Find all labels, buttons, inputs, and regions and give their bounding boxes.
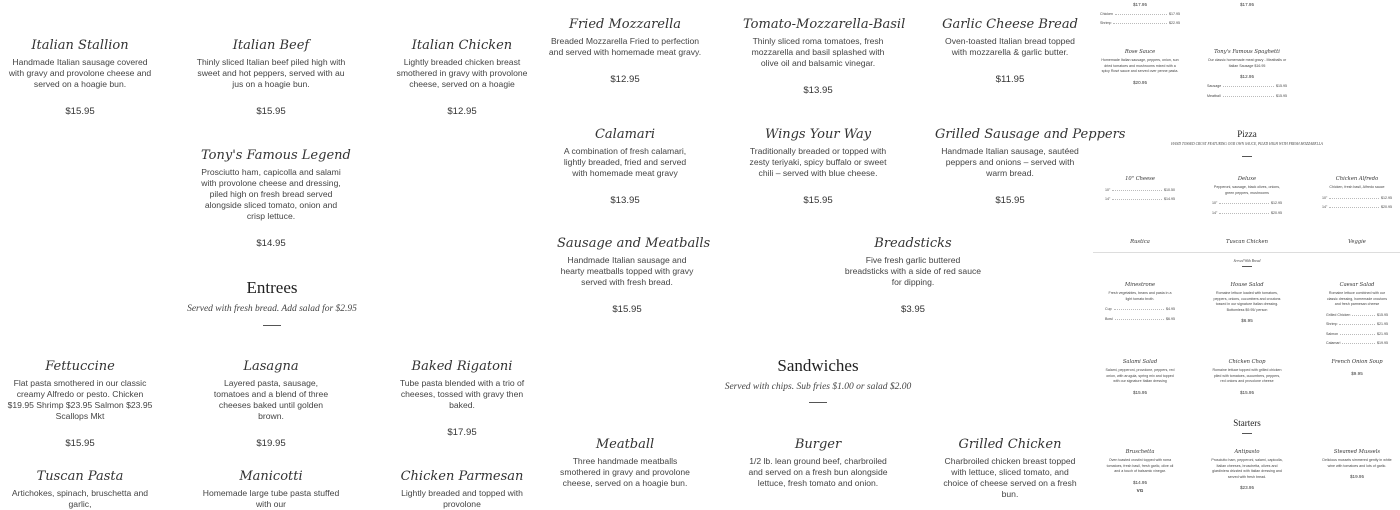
menu-item-title: Sausage and Meatballs bbox=[557, 236, 711, 251]
dot-leader bbox=[1114, 309, 1164, 310]
price-option-row bbox=[1100, 19, 1180, 28]
menu-item bbox=[1105, 239, 1175, 246]
dot-leader bbox=[1115, 14, 1167, 15]
menu-item-price: $15.95 bbox=[803, 195, 833, 206]
option-price: $10.50 bbox=[1164, 188, 1175, 192]
dot-leader bbox=[1219, 213, 1269, 214]
menu-item-description: Handmade Italian sausage and hearty meatballs topped with gravy served with fresh bread. bbox=[560, 255, 694, 287]
section-heading bbox=[1097, 129, 1397, 146]
menu-item-title: Tuscan Chicken bbox=[1226, 239, 1268, 245]
menu-panel-entrees bbox=[0, 0, 545, 509]
menu-item-price bbox=[377, 0, 547, 1]
menu-item bbox=[1105, 176, 1175, 205]
menu-item bbox=[1212, 359, 1282, 395]
option-price: $21.95 bbox=[1377, 331, 1388, 336]
menu-item bbox=[1211, 449, 1283, 490]
price-option-row bbox=[1326, 339, 1388, 348]
menu-item-price: $20.95 bbox=[1132, 79, 1148, 85]
price-option-row bbox=[1326, 311, 1388, 320]
menu-panel-overview bbox=[1093, 0, 1400, 500]
menu-item-description: Thinly sliced roma tomatoes, fresh mozzarella and basil splashed with olive oil and balsamic vinegar. bbox=[751, 36, 885, 68]
menu-item-description: Romaine lettuce topped with grilled chicken piled with tomatoes, cucumbers, peppers, red onions and provolone cheese bbox=[1212, 368, 1282, 384]
menu-item-description: Delicious mussels simmered gently in white wine with tomatoes and lots of garlic. bbox=[1322, 458, 1392, 468]
menu-item bbox=[5, 359, 155, 449]
menu-item bbox=[387, 38, 537, 117]
menu-item-title: Chicken Parmesan bbox=[400, 469, 524, 484]
price-option-row bbox=[1100, 10, 1180, 19]
menu-item-price: $12.95 bbox=[447, 106, 477, 117]
price-option-row bbox=[1326, 330, 1388, 339]
menu-item-description: Handmade Italian sausage, sautéed peppers and onions – served with warm bread. bbox=[941, 146, 1079, 178]
menu-item-title: Lasagna bbox=[243, 359, 299, 374]
dot-leader bbox=[1112, 199, 1162, 200]
menu-item-title: Italian Beef bbox=[232, 38, 310, 53]
price-option-row bbox=[1207, 92, 1287, 101]
menu-item-price: $9.95 bbox=[1351, 371, 1363, 376]
option-label: Grilled Chicken bbox=[1326, 312, 1351, 317]
option-price: $14.95 bbox=[1164, 197, 1175, 202]
menu-item-description: Oven-toasted Italian bread topped with mozzarella & garlic butter. bbox=[945, 36, 1075, 57]
menu-item-title: Veggie bbox=[1348, 239, 1366, 245]
menu-item bbox=[1100, 2, 1180, 29]
price-option-row bbox=[1105, 186, 1175, 195]
price-option-row bbox=[1105, 195, 1175, 204]
option-label: Shrimp bbox=[1326, 322, 1338, 327]
menu-item-title: Grilled Chicken bbox=[958, 437, 1062, 452]
menu-item bbox=[1105, 359, 1175, 395]
price-option-row bbox=[1322, 203, 1392, 212]
dot-leader bbox=[1339, 324, 1375, 325]
option-price: $6.95 bbox=[1166, 316, 1175, 321]
menu-item-price: $11.95 bbox=[995, 74, 1025, 85]
option-price: $21.95 bbox=[1377, 322, 1388, 327]
menu-item-description: Fresh vegetables, beans and pasta in a light tomato broth. bbox=[1108, 291, 1172, 301]
menu-item bbox=[1105, 282, 1175, 324]
menu-item-price: $13.95 bbox=[610, 195, 640, 206]
heading-divider bbox=[72, 325, 472, 326]
menu-item-price: $15.95 bbox=[65, 106, 95, 117]
menu-item-title: Antipasto bbox=[1234, 449, 1260, 455]
price-option-row bbox=[1105, 315, 1175, 324]
menu-item-price: $19.95 bbox=[256, 438, 286, 449]
section-title: Entrees bbox=[246, 278, 298, 297]
menu-item-price: $12.95 bbox=[1239, 74, 1255, 80]
option-price: $15.95 bbox=[1276, 84, 1287, 89]
heading-divider bbox=[1097, 156, 1397, 157]
menu-item-description: A combination of fresh calamari, lightly breaded, fried and served with homemade meat gravy bbox=[563, 146, 687, 178]
menu-item-title: Tomato-Mozzarella-Basil bbox=[743, 17, 906, 32]
dot-leader bbox=[1223, 96, 1274, 97]
menu-item-price: $15.95 bbox=[995, 195, 1025, 206]
menu-item-title: Italian Chicken bbox=[411, 38, 513, 53]
menu-item-title: Tuscan Pasta bbox=[36, 469, 124, 484]
menu-item bbox=[1212, 239, 1282, 246]
menu-item-description: Layered pasta, sausage, tomatoes and a blend of three cheeses baked until golden brown. bbox=[213, 378, 329, 421]
menu-item-description: Charbroiled chicken breast topped with lettuce, sliced tomato, and choice of cheese served on a fresh bun. bbox=[943, 456, 1077, 499]
menu-item-price: $13.95 bbox=[803, 85, 833, 96]
option-price: $17.95 bbox=[1169, 12, 1180, 16]
menu-item-description: 1/2 lb. lean ground beef, charbroiled and served on a fresh bun alongside lettuce, fresh tomato and onion. bbox=[748, 456, 888, 488]
menu-item-title: Burger bbox=[794, 437, 842, 452]
menu-item-description: Prosciutto ham, capicolla and salami with provolone cheese and dressing, piled high on fresh bread served alongside sliced tomato, onion and crisp lettuce. bbox=[201, 167, 341, 221]
heading-divider bbox=[1147, 433, 1347, 434]
menu-item-price: $3.95 bbox=[900, 304, 925, 315]
menu-item bbox=[201, 148, 351, 249]
menu-item-title: Baked Rigatoni bbox=[411, 359, 513, 374]
option-price: $15.95 bbox=[1276, 93, 1287, 98]
menu-item bbox=[555, 437, 695, 489]
menu-item-title: Chicken Chop bbox=[1228, 359, 1266, 365]
option-price: $19.95 bbox=[1377, 341, 1388, 345]
dietary-tag: VG bbox=[1136, 487, 1144, 493]
menu-item-description: Pepperoni, sausage, black olives, onions, green peppers, mushrooms bbox=[1213, 185, 1281, 195]
option-label: Salmon bbox=[1326, 331, 1339, 336]
option-label: 14" bbox=[1212, 210, 1218, 215]
menu-item-price: $14.95 bbox=[256, 238, 286, 249]
option-label: 10" bbox=[1105, 188, 1111, 192]
section-heading bbox=[1147, 418, 1347, 428]
menu-item-description: Artichokes, spinach, bruschetta and garlic, bbox=[11, 488, 149, 509]
menu-item-description: Traditionally breaded or topped with zesty teriyaki, spicy buffalo or sweet chili – served with blue cheese. bbox=[749, 146, 887, 178]
option-label: Meatball bbox=[1207, 93, 1221, 98]
menu-item-title: Breadsticks bbox=[874, 236, 952, 251]
menu-item-price: $15.95 bbox=[612, 304, 642, 315]
menu-item bbox=[1322, 176, 1392, 212]
menu-item-price: $14.95 bbox=[1132, 479, 1148, 485]
section-heading bbox=[1147, 256, 1347, 263]
menu-item-title: Rose Sauce bbox=[1124, 49, 1156, 55]
menu-item-description: Breaded Mozzarella Fried to perfection and served with homemade meat gravy. bbox=[548, 36, 702, 57]
menu-item bbox=[5, 469, 155, 510]
menu-item-description: Five fresh garlic buttered breadsticks with a side of red sauce for dipping. bbox=[844, 255, 982, 287]
menu-item bbox=[387, 359, 537, 438]
menu-item-title: Meatball bbox=[595, 437, 655, 452]
menu-item-title: Rustica bbox=[1130, 239, 1150, 245]
option-label: 14" bbox=[1105, 197, 1111, 202]
dot-leader bbox=[1340, 334, 1375, 335]
menu-item bbox=[377, 0, 547, 1]
menu-item bbox=[1212, 282, 1282, 323]
section-title: Sandwiches bbox=[777, 356, 859, 375]
menu-item-title: Garlic Cheese Bread bbox=[942, 17, 1078, 32]
option-label: Sausage bbox=[1207, 84, 1222, 89]
menu-item bbox=[1207, 2, 1287, 7]
menu-item-description: Tube pasta blended with a trio of cheeses, tossed with gravy then baked. bbox=[399, 378, 525, 410]
dot-leader bbox=[1352, 315, 1375, 316]
menu-item bbox=[1105, 449, 1175, 493]
menu-item-price bbox=[186, 0, 356, 1]
price-option-row bbox=[1322, 194, 1392, 203]
menu-item-title: Caesar Salad bbox=[1339, 282, 1375, 288]
option-label: 10" bbox=[1322, 195, 1328, 200]
menu-item-description: Romaine lettuce loaded with tomatoes, peppers, onions, cucumbers and croutons tossed in our signature Italian dressing. Bottomless $9.95/ person bbox=[1213, 291, 1281, 312]
option-price: $20.95 bbox=[1271, 210, 1282, 215]
menu-item-price: $12.95 bbox=[610, 74, 640, 85]
menu-item-description: Romaine lettuce combined with our classic dressing, homemade croutons and fresh parmesan cheese bbox=[1326, 291, 1388, 307]
menu-item-title: Steamed Mussels bbox=[1333, 449, 1381, 455]
menu-item-price: $17.95 bbox=[1239, 2, 1255, 7]
menu-item-price: $15.95 bbox=[1132, 389, 1148, 395]
menu-item-description: Chicken, fresh basil, Alfredo sauce bbox=[1329, 185, 1385, 189]
menu-item-price: $19.95 bbox=[1349, 474, 1365, 480]
section-subtitle: Served with chips. Sub fries $1.00 or salad $2.00 bbox=[724, 382, 912, 392]
menu-item-title: Fettuccine bbox=[45, 359, 115, 374]
menu-item bbox=[1322, 239, 1392, 246]
menu-item-title: Bruschetta bbox=[1125, 449, 1155, 455]
menu-item-title: Deluxe bbox=[1237, 176, 1257, 182]
menu-item-description: Our classic homemade meat gravy - Meatballs or Italian Sausage $16.95 bbox=[1207, 58, 1287, 68]
menu-item-description: Oven toasted crostini topped with roma tomatoes, fresh basil, fresh garlic, olive oil and a touch of balsamic vinegar. bbox=[1106, 458, 1174, 474]
option-label: Cup bbox=[1105, 307, 1112, 312]
menu-item bbox=[743, 17, 906, 96]
menu-item-price: $23.95 bbox=[1239, 485, 1255, 491]
menu-item-title: Chicken Alfredo bbox=[1335, 176, 1379, 182]
menu-item bbox=[186, 0, 356, 1]
menu-item bbox=[5, 38, 155, 117]
price-option-row bbox=[1105, 305, 1175, 314]
menu-item-description: Flat pasta smothered in our classic creamy Alfredo or pesto. Chicken $19.95 Shrimp $23.95 Salmon $23.95 Scallops Mkt bbox=[7, 378, 153, 421]
menu-item-title: Minestrone bbox=[1124, 282, 1156, 288]
menu-item bbox=[843, 236, 983, 315]
menu-item-price: $6.95 bbox=[1241, 318, 1253, 324]
menu-item-price: $17.95 bbox=[1132, 2, 1148, 7]
menu-item-price: $15.95 bbox=[256, 106, 286, 117]
menu-item bbox=[545, 17, 705, 85]
dot-leader bbox=[1329, 198, 1379, 199]
menu-item-description: Prosciutto ham, pepperoni, salami, capicolla, Italian cheeses, bruschetta, olives and giardiniera drizzled with Italian dressing and served with fresh bread. bbox=[1211, 458, 1283, 479]
menu-item-description: Handmade Italian sausage covered with gravy and provolone cheese and served on a hoagie bun. bbox=[8, 57, 152, 89]
menu-item-title: Grilled Sausage and Peppers bbox=[935, 127, 1126, 142]
menu-item bbox=[206, 359, 336, 449]
menu-item bbox=[1322, 359, 1392, 376]
menu-item bbox=[940, 17, 1080, 85]
menu-item-description: Thinly sliced Italian beef piled high with sweet and hot peppers, served with au jus on a hoagie bun. bbox=[196, 57, 346, 89]
menu-item-title: Italian Stallion bbox=[31, 38, 129, 53]
option-label: Shrimp bbox=[1100, 21, 1112, 26]
menu-item-description: Homemade large tube pasta stuffed with our bbox=[202, 488, 340, 509]
section-subtitle: Served with fresh bread. Add salad for $2.95 bbox=[187, 304, 357, 314]
menu-item bbox=[1326, 282, 1388, 348]
option-price: $4.95 bbox=[1166, 307, 1175, 312]
option-label: 14" bbox=[1322, 205, 1328, 209]
menu-item-description: Salami, pepperoni, provolone, peppers, red onion, with arugula, spring mix and topped with our signature Italian dressing bbox=[1105, 368, 1175, 384]
dot-leader bbox=[1113, 23, 1167, 24]
section-heading bbox=[618, 356, 1018, 392]
option-price: $12.95 bbox=[1271, 201, 1282, 206]
menu-item bbox=[1207, 49, 1287, 101]
heading-divider bbox=[618, 402, 1018, 403]
menu-item-price: $15.95 bbox=[65, 438, 95, 449]
menu-item-description: Lightly breaded chicken breast smothered in gravy with provolone cheese, served on a hoagie bbox=[396, 57, 528, 89]
menu-item-title: Tony's Famous Legend bbox=[201, 148, 351, 163]
dot-leader bbox=[1342, 343, 1375, 344]
menu-item-title: French Onion Soup bbox=[1331, 359, 1383, 365]
option-price: $22.95 bbox=[1169, 21, 1180, 26]
option-price: $15.95 bbox=[1377, 312, 1388, 317]
menu-item-title: Manicotti bbox=[239, 469, 303, 484]
dot-leader bbox=[1329, 207, 1379, 208]
option-label: Bowl bbox=[1105, 316, 1113, 321]
menu-item-title: House Salad bbox=[1230, 282, 1264, 288]
price-option-row bbox=[1212, 209, 1282, 218]
price-option-row bbox=[1207, 82, 1287, 91]
menu-item bbox=[0, 0, 165, 1]
menu-item-title: 10" Cheese bbox=[1125, 176, 1155, 182]
menu-item bbox=[196, 469, 346, 510]
section-subtitle: Served With Bread bbox=[1233, 259, 1261, 263]
option-price: $12.95 bbox=[1381, 195, 1392, 200]
section-divider bbox=[1093, 252, 1400, 253]
menu-item-title: Tony's Famous Spaghetti bbox=[1214, 49, 1280, 55]
menu-item bbox=[387, 469, 537, 510]
heading-divider bbox=[1147, 266, 1347, 267]
menu-item bbox=[743, 437, 893, 489]
menu-item-description: Homemade Italian sausage, peppers, onion, sun dried tomatoes and mushrooms mixed with a spicy Rosé sauce and served over penne pasta. bbox=[1101, 58, 1179, 74]
menu-item-title: Wings Your Way bbox=[764, 127, 872, 142]
menu-item-title: Calamari bbox=[594, 127, 656, 142]
menu-item bbox=[940, 437, 1080, 500]
menu-item bbox=[196, 38, 346, 117]
menu-item-price bbox=[0, 0, 165, 1]
menu-item-title: Fried Mozzarella bbox=[568, 17, 682, 32]
option-label: Chicken bbox=[1100, 12, 1113, 16]
menu-item bbox=[557, 236, 711, 315]
menu-item-price: $17.95 bbox=[447, 427, 477, 438]
menu-item-title: Salami Salad bbox=[1122, 359, 1158, 365]
dot-leader bbox=[1112, 190, 1162, 191]
section-title: Starters bbox=[1233, 418, 1261, 428]
menu-item-description: Three handmade meatballs smothered in gravy and provolone cheese, served on a hoagie bun. bbox=[560, 456, 690, 488]
menu-item bbox=[560, 127, 690, 206]
dot-leader bbox=[1115, 319, 1164, 320]
menu-item bbox=[1322, 449, 1392, 479]
section-subtitle: HAND TOSSED CRUST FEATURING OUR OWN SAUCE, PILED HIGH WITH FRESH MOZZARELLA bbox=[1171, 142, 1323, 146]
menu-item bbox=[748, 127, 888, 206]
menu-item-price: $15.95 bbox=[1239, 389, 1255, 395]
menu-item bbox=[1212, 176, 1282, 218]
price-option-row bbox=[1326, 320, 1388, 329]
menu-item bbox=[1100, 49, 1180, 85]
price-option-row bbox=[1212, 199, 1282, 208]
section-title: Pizza bbox=[1237, 129, 1257, 139]
dot-leader bbox=[1219, 203, 1269, 204]
option-label: Calamari bbox=[1326, 341, 1341, 345]
option-label: 10" bbox=[1212, 201, 1218, 206]
option-price: $20.95 bbox=[1381, 205, 1392, 209]
section-heading bbox=[72, 278, 472, 314]
menu-item-description: Lightly breaded and topped with provolone bbox=[401, 488, 523, 509]
dot-leader bbox=[1223, 86, 1274, 87]
